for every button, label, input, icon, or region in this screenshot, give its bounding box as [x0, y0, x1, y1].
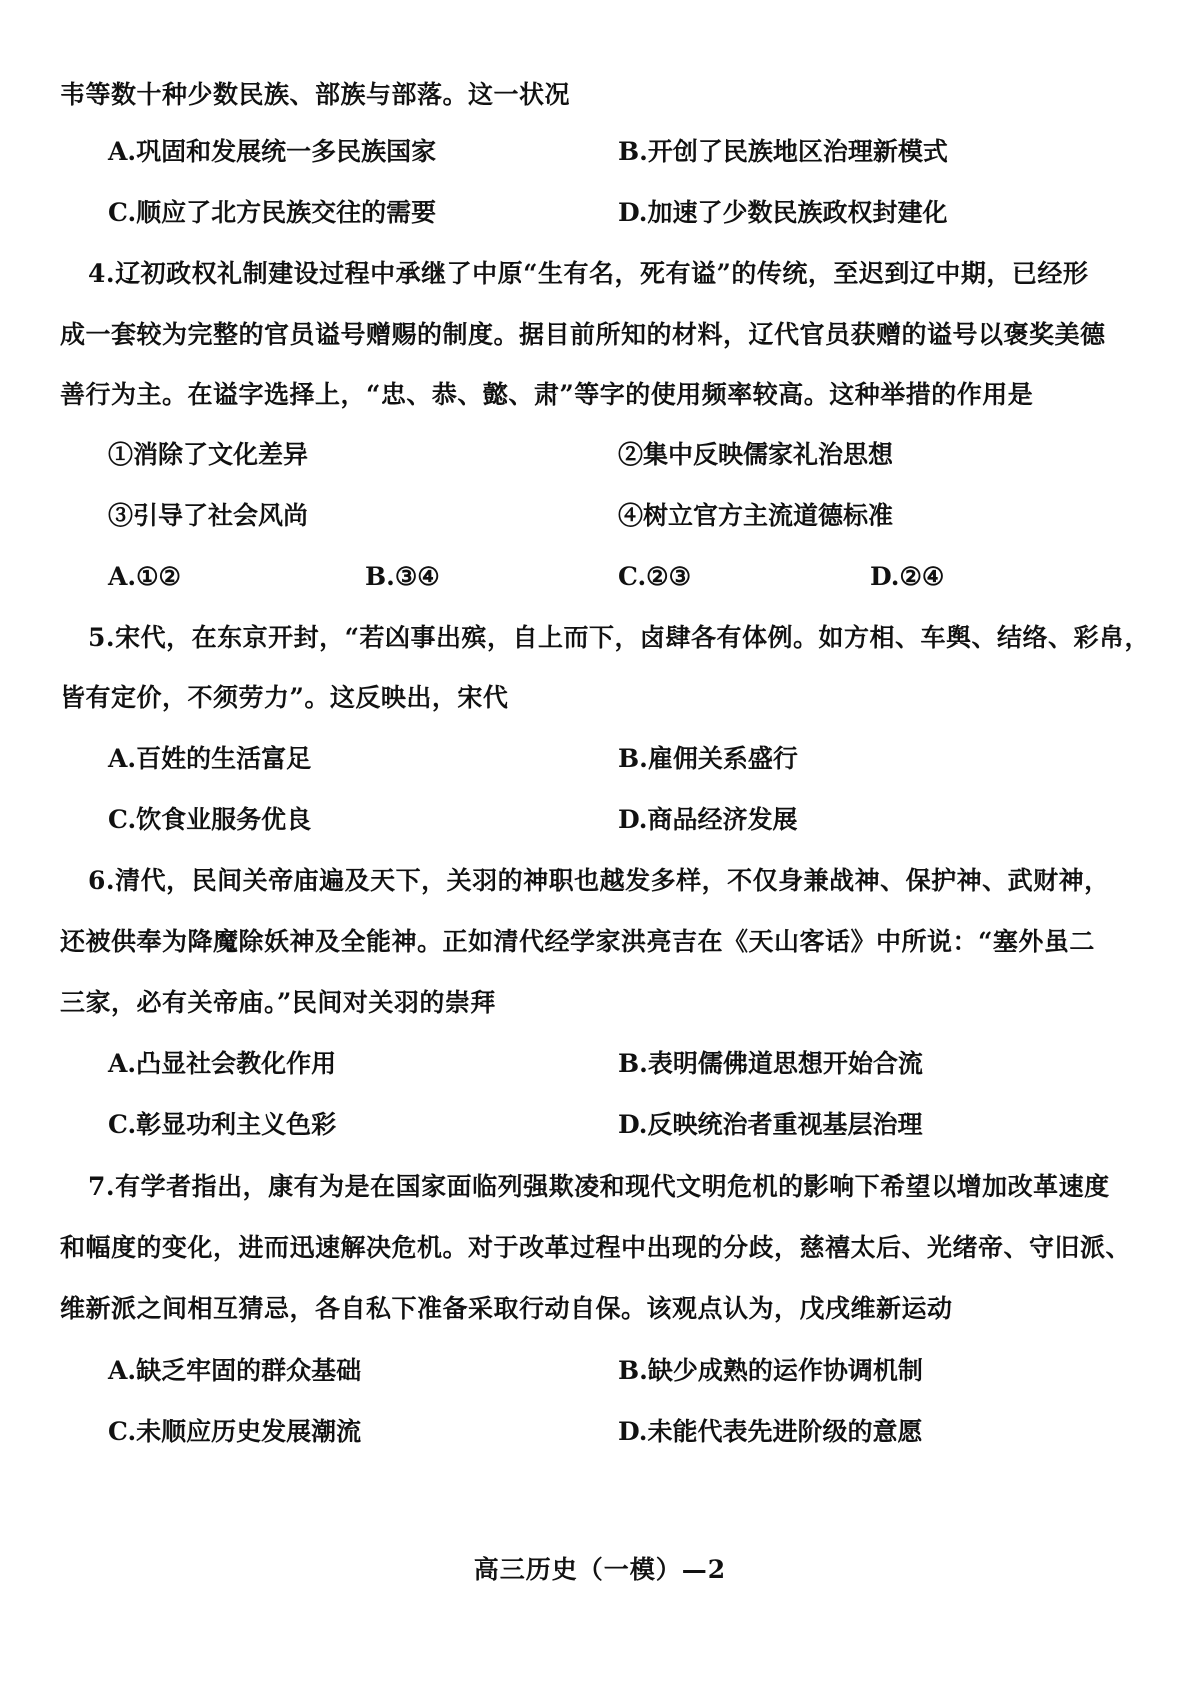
q3-stem-line: 韦等数十种少数民族、部族与部落。这一状况: [60, 80, 571, 109]
q5-option-b: B.雇佣关系盛行: [618, 744, 798, 773]
q5-option-c: C.饮食业服务优良: [108, 805, 312, 834]
q7-option-b: B.缺少成熟的运作协调机制: [618, 1356, 923, 1385]
page-footer: 高三历史（一模）—2: [473, 1555, 727, 1584]
q3-option-d: D.加速了少数民族政权封建化: [618, 198, 948, 227]
q5-option-a: A.百姓的生活富足: [108, 744, 312, 773]
q5-stem-line-2: 皆有定价，不须劳力”。这反映出，宋代: [60, 683, 509, 712]
q3-option-b: B.开创了民族地区治理新模式: [618, 137, 948, 166]
q5-option-d: D.商品经济发展: [618, 805, 798, 834]
q4-item-3: ③引导了社会风尚: [108, 501, 309, 530]
q6-stem-line-1: 6.清代，民间关帝庙遍及天下，关羽的神职也越发多样，不仅身兼战神、保护神、武财神，: [88, 866, 1110, 895]
q4-item-4: ④树立官方主流道德标准: [618, 501, 894, 530]
q4-option-c: C.②③: [618, 562, 691, 591]
q4-option-d: D.②④: [870, 562, 945, 591]
q7-option-c: C.未顺应历史发展潮流: [108, 1417, 362, 1446]
q7-option-a: A.缺乏牢固的群众基础: [108, 1356, 362, 1385]
q3-option-c: C.顺应了北方民族交往的需要: [108, 198, 437, 227]
q4-option-a: A.①②: [108, 562, 181, 591]
q4-item-1: ①消除了文化差异: [108, 440, 309, 469]
q7-option-d: D.未能代表先进阶级的意愿: [618, 1417, 923, 1446]
q6-option-b: B.表明儒佛道思想开始合流: [618, 1049, 923, 1078]
q5-stem-line-1: 5.宋代，在东京开封，“若凶事出殡，自上而下，卤肆各有体例。如方相、车舆、结络、彩帛，: [88, 623, 1150, 652]
q3-option-a: A.巩固和发展统一多民族国家: [108, 137, 437, 166]
q4-stem-line-2: 成一套较为完整的官员谥号赠赐的制度。据目前所知的材料，辽代官员获赠的谥号以褒奖美德: [60, 320, 1106, 349]
q4-stem-line-3: 善行为主。在谥字选择上，“忠、恭、懿、肃”等字的使用频率较高。这种举措的作用是: [60, 380, 1034, 409]
q7-stem-line-2: 和幅度的变化，进而迅速解决危机。对于改革过程中出现的分歧，慈禧太后、光绪帝、守旧派、: [60, 1233, 1132, 1262]
q4-item-2: ②集中反映儒家礼治思想: [618, 440, 894, 469]
q7-stem-line-3: 维新派之间相互猜忌，各自私下准备采取行动自保。该观点认为，戊戌维新运动: [60, 1294, 953, 1323]
q6-option-a: A.凸显社会教化作用: [108, 1049, 337, 1078]
q6-stem-line-3: 三家，必有关帝庙。”民间对关羽的崇拜: [60, 988, 496, 1017]
q6-option-d: D.反映统治者重视基层治理: [618, 1110, 923, 1139]
q4-option-b: B.③④: [365, 562, 440, 591]
q7-stem-line-1: 7.有学者指出，康有为是在国家面临列强欺凌和现代文明危机的影响下希望以增加改革速度: [88, 1172, 1110, 1201]
q6-option-c: C.彰显功利主义色彩: [108, 1110, 337, 1139]
q4-stem-line-1: 4.辽初政权礼制建设过程中承继了中原“生有名，死有谥”的传统，至迟到辽中期，已经形: [88, 259, 1089, 288]
q6-stem-line-2: 还被供奉为降魔除妖神及全能神。正如清代经学家洪亮吉在《天山客话》中所说：“塞外虽二: [60, 927, 1095, 956]
